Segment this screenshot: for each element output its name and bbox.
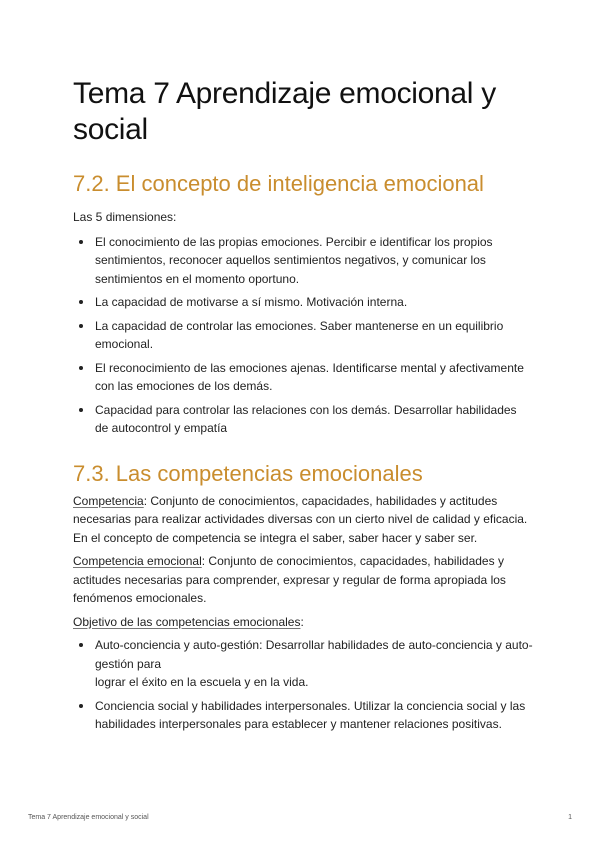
objective-colon: : (300, 614, 304, 629)
objectives-list (73, 636, 533, 734)
list-item: La capacidad de controlar las emociones. Saber mantenerse en un equilibrio emocional. (95, 317, 533, 354)
page-title: Tema 7 Aprendizaje emocional y social (73, 77, 496, 146)
section-heading-7-3: 7.3. Las competencias emocionales (73, 460, 423, 486)
footer-title: Tema 7 Aprendizaje emocional y social (28, 814, 149, 821)
list-item: Conciencia social y habilidades interpersonales. Utilizar la conciencia social y las habilidades interpersonales para establecer y mantener relaciones positivas. (95, 697, 533, 734)
section-heading-7-2: 7.2. El concepto de inteligencia emocional (73, 171, 484, 196)
list-item: El conocimiento de las propias emociones. Percibir e identificar los propios sentimientos, reconocer aquellos sentimientos negativos, y comunicar los sentimientos en el momento oportuno. (95, 233, 533, 289)
term-objetivo: Objetivo de las competencias emocionales (73, 614, 301, 629)
list-item-line: Auto-conciencia y auto-gestión: Desarrollar habilidades de auto-conciencia y auto-gestión para (95, 638, 533, 671)
list-item: Capacidad para controlar las relaciones con los demás. Desarrollar habilidades de autocontrol y empatía (95, 401, 533, 438)
definition-text: : Conjunto de conocimientos, capacidades, habilidades y actitudes necesarias para comprender, expresar y regular de forma apropiada los fenómenos emocionales. (73, 554, 506, 605)
objective-label (73, 613, 533, 632)
term-competencia: Competencia (73, 493, 144, 508)
list-item: El reconocimiento de las emociones ajenas. Identificarse mental y afectivamente con las emociones de los demás. (95, 359, 533, 396)
dimensions-list (73, 233, 533, 438)
list-item-line: lograr el éxito en la escuela y en la vida. (95, 675, 309, 689)
page-content (73, 76, 533, 739)
list-item (95, 636, 533, 692)
list-item: La capacidad de motivarse a sí mismo. Motivación interna. (95, 293, 533, 312)
definition-text: : Conjunto de conocimientos, capacidades, habilidades y actitudes necesarias para realizar actividades diversas con un cierto nivel de calidad y eficacia. En el concepto de competencia se integra el saber, saber hacer y saber ser. (73, 493, 528, 545)
definition-competencia (73, 492, 533, 548)
page-footer (28, 814, 572, 821)
dimensions-intro: Las 5 dimensiones: (73, 210, 177, 224)
page-number: 1 (568, 814, 572, 821)
definition-competencia-emocional (73, 552, 533, 608)
term-competencia-emocional: Competencia emocional (73, 554, 202, 568)
